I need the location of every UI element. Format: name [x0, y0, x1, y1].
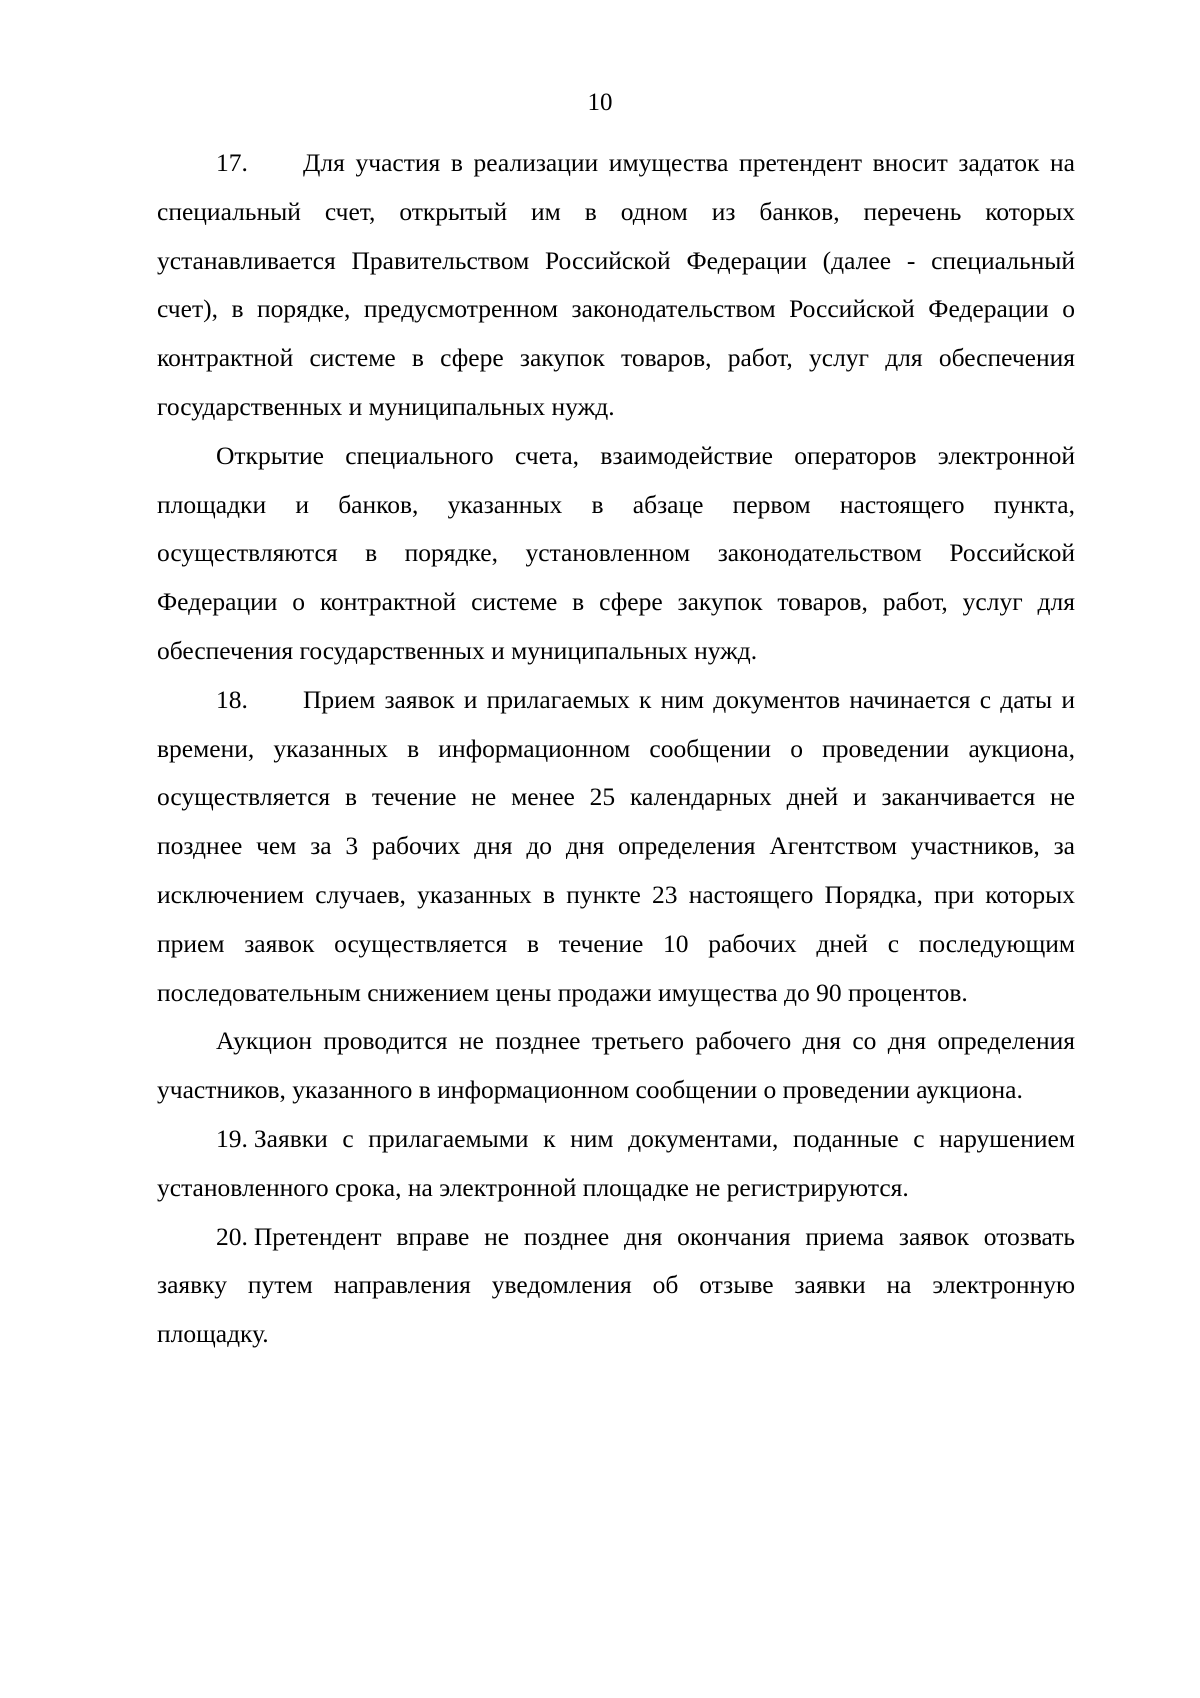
page-number: 10: [587, 89, 613, 116]
paragraph-19: [157, 1115, 1075, 1213]
paragraph-number-18: 18.: [216, 684, 248, 714]
paragraph-number-17: 17.: [216, 148, 248, 177]
document-body: [157, 139, 1075, 1359]
paragraph-text-20: Претендент вправе не позднее дня окончания приема заявок отозвать заявку путем направления уведомления об отзыве заявки на электронную площадку.: [157, 1221, 1075, 1349]
paragraph-18-continuation: [157, 1017, 1075, 1115]
paragraph-text-17: Для участия в реализации имущества претендент вносит задаток на специальный счет, открытый им в одном из банков, перечень которых устанавливается Правительством Российской Федерации (далее - специальный счет), в порядке, предусмотренном законодательством Российской Федерации о контрактной системе в сфере закупок товаров, работ, услуг для обеспечения государственных и муниципальных нужд.: [157, 148, 1075, 421]
paragraph-text-18-continuation: Аукцион проводится не позднее третьего рабочего дня со дня определения участников, указанного в информационном сообщении о проведении аукциона.: [157, 1026, 1075, 1105]
paragraph-17-continuation: [157, 432, 1075, 676]
paragraph-text-18: Прием заявок и прилагаемых к ним документов начинается с даты и времени, указанных в информационном сообщении о проведении аукциона, осуществляется в течение не менее 25 календарных дней и заканчивается не позднее чем за 3 рабочих дня до дня определения Агентством участников, за исключением случаев, указанных в пункте 23 настоящего Порядка, при которых прием заявок осуществляется в течение 10 рабочих дней с последующим последовательным снижением цены продажи имущества до 90 процентов.: [157, 684, 1075, 1007]
paragraph-text-19: Заявки с прилагаемыми к ним документами, поданные с нарушением установленного срока, на электронной площадке не регистрируются.: [157, 1123, 1075, 1202]
paragraph-text-17-continuation: Открытие специального счета, взаимодействие операторов электронной площадки и банков, указанных в абзаце первом настоящего пункта, осуществляются в порядке, установленном законодательством Российской Федерации о контрактной системе в сфере закупок товаров, работ, услуг для обеспечения государственных и муниципальных нужд.: [157, 440, 1075, 665]
paragraph-number-20: 20.: [216, 1221, 248, 1251]
paragraph-17: [157, 139, 1075, 432]
paragraph-number-19: 19.: [216, 1123, 248, 1153]
paragraph-20: [157, 1213, 1075, 1359]
paragraph-18: [157, 676, 1075, 1018]
